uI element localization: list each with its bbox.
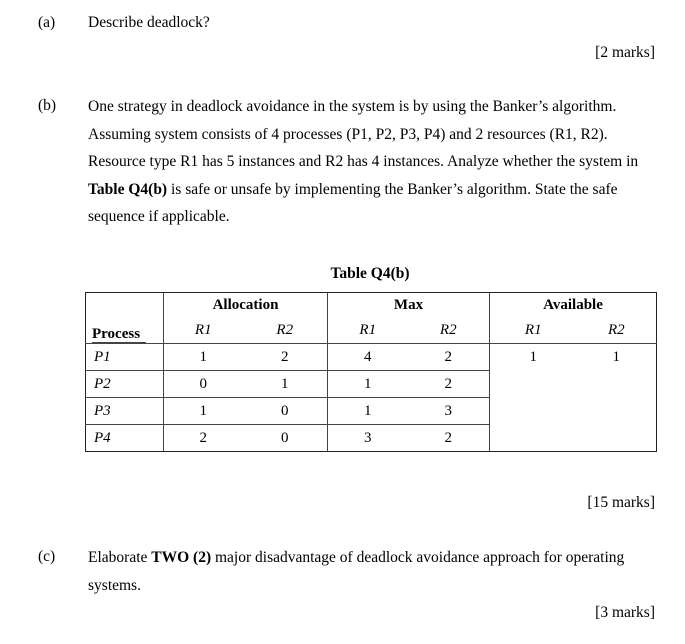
avail-r1-cell: [490, 371, 577, 398]
alloc-r2-cell: 1: [243, 371, 328, 398]
part-c-label: (c): [38, 548, 56, 565]
part-b-question: [88, 93, 658, 231]
avail-r2-header: R2: [607, 321, 625, 338]
table-row: [86, 371, 657, 398]
part-a-question: Describe deadlock?: [88, 14, 210, 31]
part-a-marks: [2 marks]: [595, 44, 655, 61]
avail-r2-cell: 1: [577, 344, 657, 371]
max-r1-cell: 1: [328, 398, 408, 425]
part-b-line-5: sequence if applicable.: [88, 208, 230, 225]
avail-r1-cell: [490, 398, 577, 425]
max-r1-cell: 1: [328, 371, 408, 398]
table-title: Table Q4(b): [330, 265, 410, 282]
allocation-header: Allocation: [164, 293, 328, 318]
max-r2-cell: 2: [408, 425, 490, 452]
part-b-line-1: One strategy in deadlock avoidance in the system is by using the Banker’s algorithm.: [88, 98, 617, 115]
part-b-line-4: [88, 176, 658, 204]
process-cell: P3: [86, 398, 164, 425]
process-cell: P2: [86, 371, 164, 398]
process-cell: P4: [86, 425, 164, 452]
resource-table: [85, 292, 657, 452]
avail-r2-cell: [577, 371, 657, 398]
part-c-text-after: major disadvantage of deadlock avoidance approach for operating: [211, 549, 625, 566]
table-row: [86, 425, 657, 452]
part-a-label: (a): [38, 14, 56, 31]
alloc-r1-cell: 0: [164, 371, 243, 398]
alloc-r2-cell: 0: [243, 425, 328, 452]
process-header: Process: [86, 293, 164, 344]
avail-r1-header: R1: [490, 317, 577, 344]
table-row: [86, 344, 657, 371]
alloc-r2-cell: 0: [243, 398, 328, 425]
process-cell: P1: [86, 344, 164, 371]
alloc-r2-cell: 2: [243, 344, 328, 371]
available-header: Available: [490, 293, 657, 318]
max-header: Max: [328, 293, 490, 318]
part-b-line-3: Resource type R1 has 5 instances and R2 has 4 instances. Analyze whether the system in: [88, 153, 639, 170]
part-c-text-before: Elaborate: [88, 549, 152, 566]
max-r2-cell: 2: [408, 371, 490, 398]
alloc-r1-cell: 1: [164, 344, 243, 371]
table-row: [86, 398, 657, 425]
part-b-line-2: Assuming system consists of 4 processes (P1, P2, P3, P4) and 2 resources (R1, R2).: [88, 125, 608, 143]
part-c-marks: [3 marks]: [595, 604, 655, 621]
part-b-label: (b): [38, 97, 57, 114]
max-r2-cell: 2: [408, 344, 490, 371]
max-r1-header: R1: [328, 317, 408, 344]
max-r1-cell: 4: [328, 344, 408, 371]
alloc-r1-cell: 1: [164, 398, 243, 425]
alloc-r1-header: R1: [164, 317, 243, 344]
alloc-r2-header: R2: [276, 321, 294, 338]
max-r2-header: R2: [439, 321, 457, 338]
avail-r1-cell: [490, 425, 577, 452]
max-r2-cell: 3: [408, 398, 490, 425]
part-b-line-4-rest: is safe or unsafe by implementing the Banker’s algorithm. State the safe: [167, 180, 618, 198]
avail-r2-cell: [577, 398, 657, 425]
part-c-question: [88, 544, 658, 599]
part-c-bold: TWO (2): [151, 549, 212, 566]
part-c-line-1: [88, 544, 658, 572]
avail-r2-cell: [577, 425, 657, 452]
alloc-r1-cell: 2: [164, 425, 243, 452]
part-c-line-2: systems.: [88, 576, 141, 594]
table-reference: Table Q4(b): [88, 180, 168, 198]
max-r1-cell: 3: [328, 425, 408, 452]
part-b-marks: [15 marks]: [587, 494, 655, 511]
avail-r1-cell: 1: [490, 344, 577, 371]
